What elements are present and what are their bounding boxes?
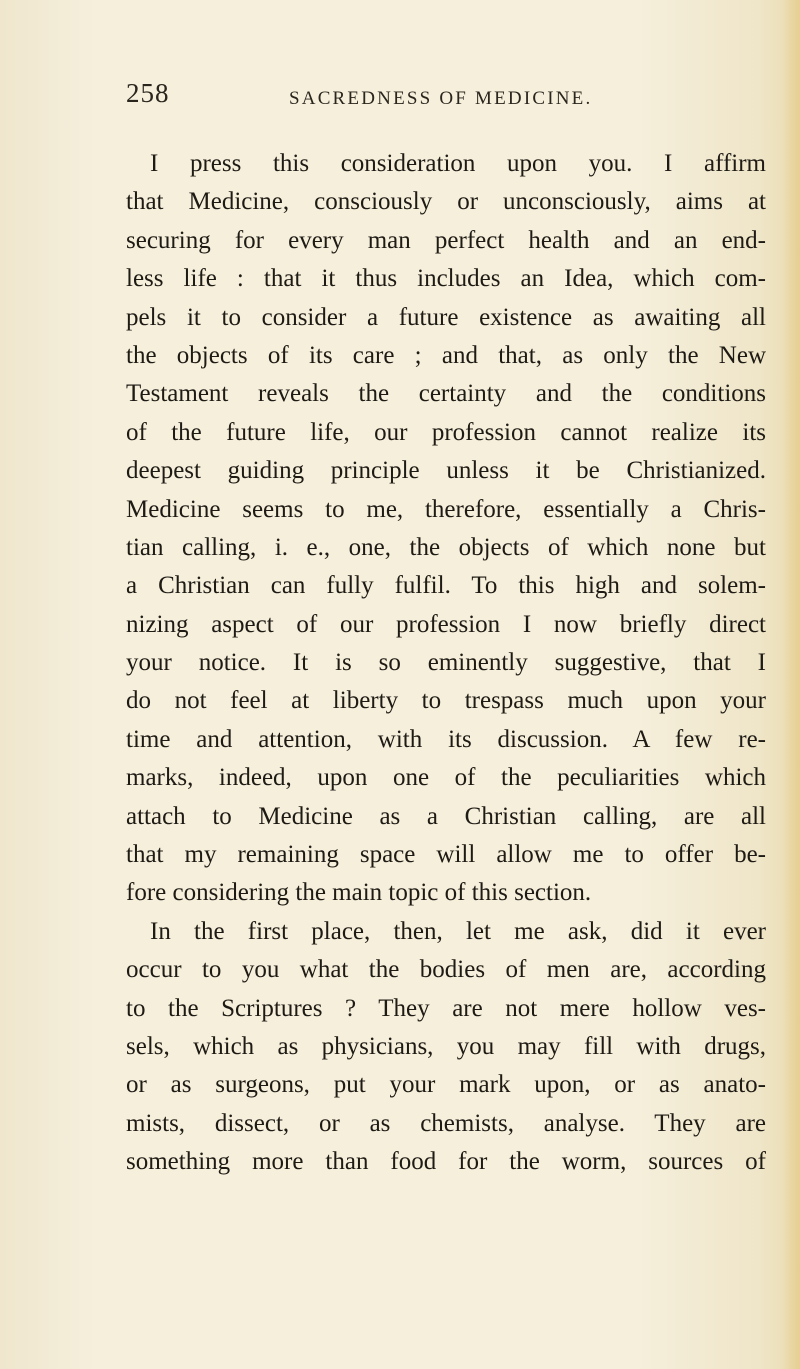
text-line: fore considering the main topic of this section. [126,879,592,907]
text-line: mists, dissect, or as chemists, analyse. They are [126,1109,766,1137]
page-edge-stain [782,0,800,1369]
text-line: that Medicine, consciously or unconsciously, aims at [126,188,766,216]
text-line: Medicine seems to me, therefore, essentially a Chris- [126,495,766,523]
text-line: In the first place, then, let me ask, did it ever [150,917,766,945]
text-line: or as surgeons, put your mark upon, or as anato- [126,1071,766,1099]
text-line: marks, indeed, upon one of the peculiarities which [126,764,766,792]
text-line: pels it to consider a future existence as awaiting all [126,303,766,331]
text-line: to the Scriptures ? They are not mere hollow ves- [126,994,766,1022]
text-line: do not feel at liberty to trespass much upon your [126,687,766,715]
text-line: something more than food for the worm, sources of [126,1148,766,1176]
text-line: of the future life, our profession cannot realize its [126,418,766,446]
text-line: less life : that it thus includes an Idea, which com- [126,265,766,293]
body-text [126,145,766,1182]
text-line: Testament reveals the certainty and the conditions [126,380,766,408]
text-line: attach to Medicine as a Christian calling, are all [126,802,766,830]
text-line: your notice. It is so eminently suggestive, that I [126,649,766,677]
text-line: time and attention, with its discussion. A few re- [126,725,766,753]
running-head [126,78,766,118]
text-line: I press this consideration upon you. I affirm [150,150,766,177]
text-line: deepest guiding principle unless it be Christianized. [126,457,766,485]
text-line: tian calling, i. e., one, the objects of which none but [126,533,766,561]
page-number: 258 [126,78,170,108]
text-line: sels, which as physicians, you may fill with drugs, [126,1032,766,1060]
text-line: a Christian can fully fulfil. To this high and solem- [126,572,766,600]
text-line: that my remaining space will allow me to offer be- [126,841,766,869]
text-line: nizing aspect of our profession I now briefly direct [126,610,766,638]
running-head-title: SACREDNESS OF MEDICINE. [289,88,593,109]
text-line: the objects of its care ; and that, as only the New [126,341,766,369]
text-line: occur to you what the bodies of men are, according [126,956,766,984]
text-line: securing for every man perfect health and an end- [126,226,766,254]
